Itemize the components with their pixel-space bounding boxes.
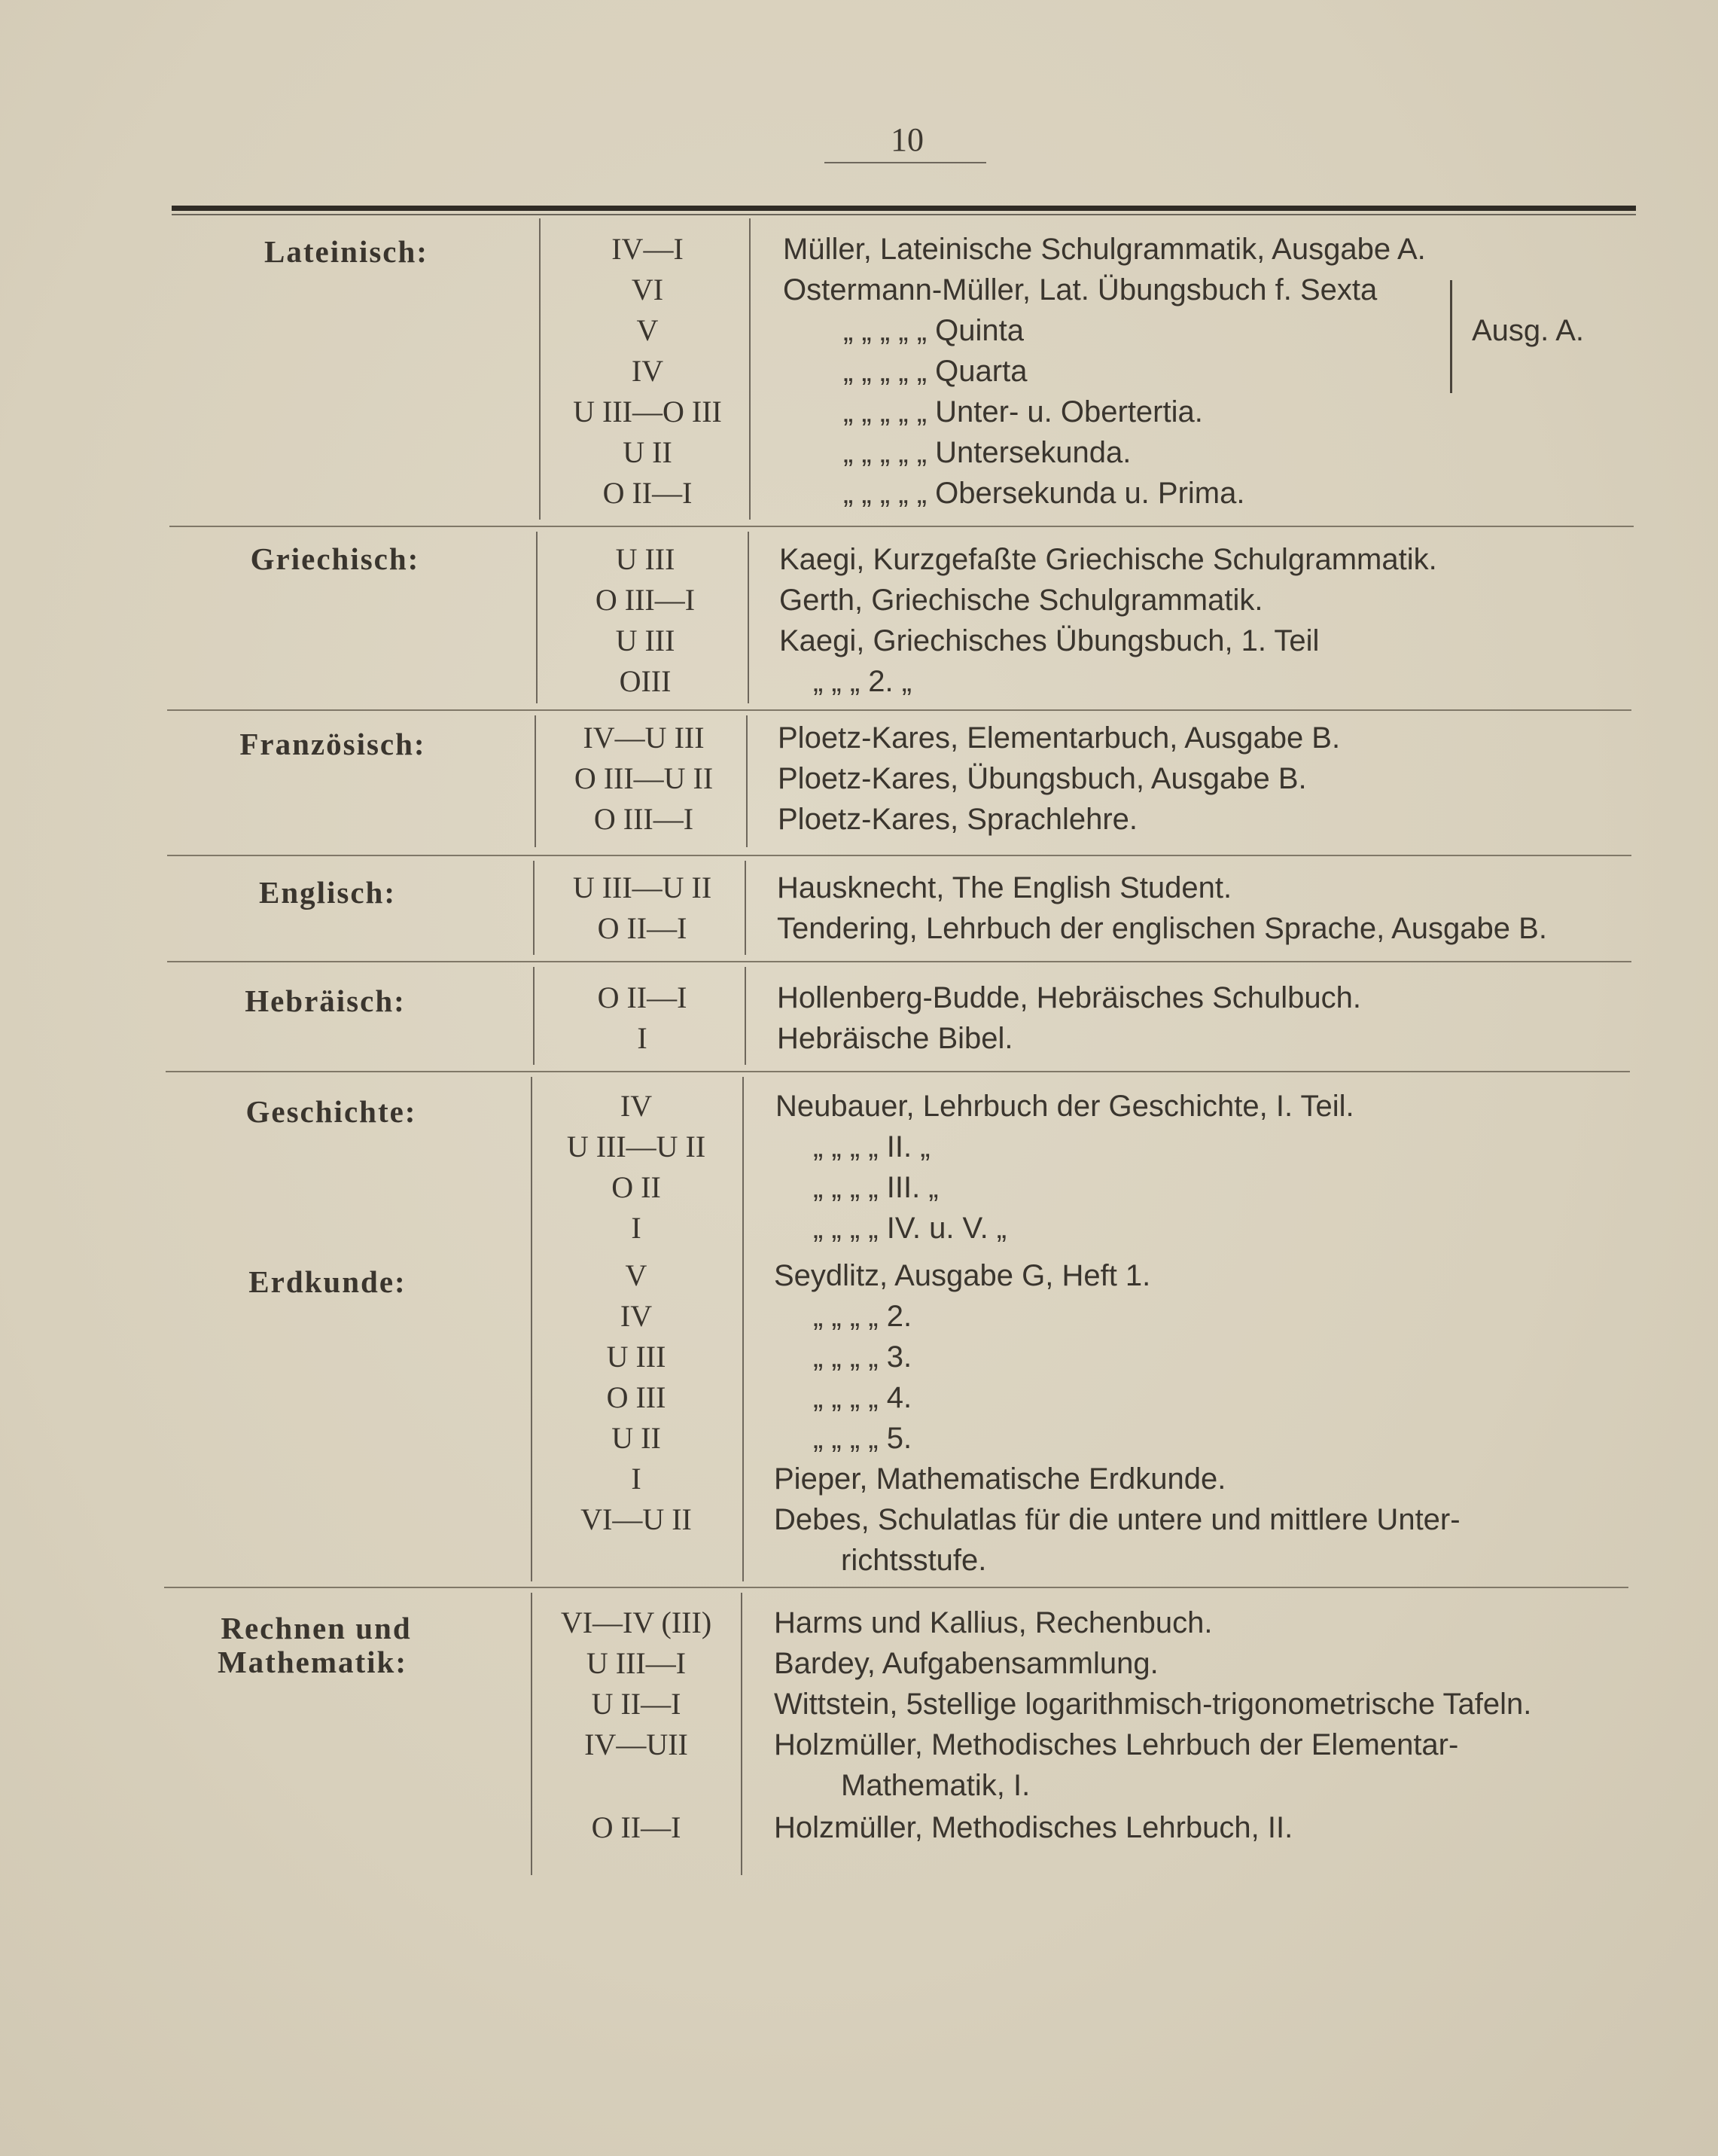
class-range: O II—I	[597, 911, 687, 945]
class-range: IV	[631, 354, 664, 388]
table-top-rule-thin	[172, 214, 1636, 215]
section-divider	[169, 526, 1634, 527]
page-number: 10	[891, 121, 924, 158]
class-range: I	[631, 1211, 641, 1245]
subject-engl: Englisch:	[258, 875, 397, 910]
class-range: U III	[606, 1340, 666, 1374]
section-divider	[164, 1587, 1628, 1588]
column-divider	[745, 967, 746, 1065]
book-entry: „ „ „ „ „ Quarta	[843, 355, 1028, 388]
subject-erdk: Erdkunde:	[248, 1264, 407, 1299]
book-entry: Seydlitz, Ausgabe G, Heft 1.	[774, 1259, 1151, 1292]
class-range: IV—UII	[584, 1728, 688, 1761]
book-entry: Debes, Schulatlas für die untere und mittlere Unter-	[774, 1503, 1461, 1536]
book-entry: Harms und Kallius, Rechenbuch.	[774, 1606, 1213, 1639]
class-range: O III—U II	[574, 761, 714, 795]
class-range: I	[637, 1021, 647, 1055]
column-divider	[533, 967, 535, 1065]
section-divider	[166, 1071, 1630, 1072]
class-range: U II—I	[591, 1687, 681, 1721]
book-entry: Hausknecht, The English Student.	[777, 871, 1232, 904]
class-range: VI—U II	[580, 1502, 692, 1536]
subject-gesch: Geschichte:	[245, 1094, 417, 1129]
book-entry: „ „ „ „ 4.	[813, 1381, 912, 1414]
subject-griech: Griechisch:	[250, 541, 420, 576]
column-divider	[742, 1077, 744, 1581]
book-entry: Tendering, Lehrbuch der englischen Sprache, Ausgabe B.	[777, 912, 1547, 945]
class-range: VI	[631, 273, 664, 306]
book-entry: „ „ „ „ IV. u. V. „	[813, 1212, 1007, 1245]
column-divider	[533, 861, 535, 955]
class-range: O III	[606, 1380, 666, 1414]
class-range: IV	[620, 1089, 653, 1123]
class-range: U III—O III	[573, 395, 722, 428]
class-range: U III	[615, 542, 675, 576]
book-entry: „ „ „ „ 3.	[813, 1340, 912, 1374]
class-range: V	[636, 313, 659, 347]
subject-math-line1: Rechnen und	[221, 1611, 412, 1645]
book-entry: Hollenberg-Budde, Hebräisches Schulbuch.	[777, 981, 1362, 1014]
column-divider	[531, 1077, 532, 1581]
class-range: U III	[615, 624, 675, 657]
book-entry: Holzmüller, Methodisches Lehrbuch der Elementar-	[774, 1728, 1459, 1761]
class-range: IV	[620, 1299, 653, 1333]
book-entry: „ „ „ „ „ Untersekunda.	[843, 436, 1132, 469]
book-entry: „ „ „ „ „ Unter- u. Obertertia.	[843, 395, 1203, 428]
column-divider	[535, 715, 536, 847]
book-entry: „ „ „ 2. „	[813, 665, 912, 698]
column-divider	[531, 1593, 532, 1875]
book-entry: Gerth, Griechische Schulgrammatik.	[779, 584, 1263, 617]
book-entry: Pieper, Mathematische Erdkunde.	[774, 1462, 1226, 1496]
class-range: IV—U III	[583, 721, 705, 755]
subject-math-line2: Mathematik:	[217, 1645, 407, 1679]
column-divider	[536, 532, 538, 703]
subject-latein: Lateinisch:	[264, 234, 428, 269]
section-divider	[167, 855, 1631, 856]
class-range: O III—I	[595, 583, 696, 617]
column-divider	[748, 532, 749, 703]
brace-note: Ausg. A.	[1472, 314, 1584, 347]
book-entry: Neubauer, Lehrbuch der Geschichte, I. Teil.	[775, 1090, 1354, 1123]
book-entry: Kaegi, Kurzgefaßte Griechische Schulgrammatik.	[779, 543, 1437, 576]
page-number-underline	[824, 162, 986, 163]
column-divider	[746, 715, 748, 847]
column-divider	[749, 218, 751, 520]
subject-franz: Französisch:	[239, 727, 426, 761]
class-range: O II—I	[597, 980, 687, 1014]
subject-hebr: Hebräisch:	[245, 983, 406, 1018]
book-entry: Holzmüller, Methodisches Lehrbuch, II.	[774, 1811, 1293, 1844]
class-range: O III—I	[593, 802, 694, 836]
brace-bracket	[1450, 280, 1452, 393]
book-entry: Bardey, Aufgabensammlung.	[774, 1647, 1159, 1680]
book-entry: Hebräische Bibel.	[777, 1022, 1013, 1055]
book-entry: Ploetz-Kares, Sprachlehre.	[778, 803, 1138, 836]
book-entry-continued: richtsstufe.	[841, 1544, 987, 1577]
section-divider	[167, 961, 1631, 962]
book-entry: Ploetz-Kares, Übungsbuch, Ausgabe B.	[778, 762, 1307, 795]
class-range: U II	[623, 435, 672, 469]
column-divider	[745, 861, 746, 955]
class-range: IV—I	[611, 232, 684, 266]
book-entry: Kaegi, Griechisches Übungsbuch, 1. Teil	[779, 624, 1320, 657]
class-range: O II—I	[602, 476, 693, 510]
table-top-rule	[172, 206, 1636, 211]
column-divider	[539, 218, 541, 520]
column-divider	[741, 1593, 742, 1875]
class-range: U III—I	[586, 1646, 687, 1680]
class-range: OIII	[619, 664, 672, 698]
book-entry: Wittstein, 5stellige logarithmisch-trigonometrische Tafeln.	[774, 1688, 1532, 1721]
book-entry: „ „ „ „ „ Obersekunda u. Prima.	[843, 477, 1245, 510]
class-range: U III—U II	[572, 871, 712, 904]
book-entry: „ „ „ „ 5.	[813, 1422, 912, 1455]
section-divider	[167, 709, 1631, 711]
class-range: U II	[611, 1421, 661, 1455]
book-entry: Ploetz-Kares, Elementarbuch, Ausgabe B.	[778, 721, 1341, 755]
book-entry-continued: Mathematik, I.	[841, 1769, 1031, 1802]
class-range: I	[631, 1462, 641, 1496]
class-range: VI—IV (III)	[560, 1606, 712, 1639]
class-range: O II—I	[591, 1810, 681, 1844]
class-range: U III—U II	[566, 1130, 706, 1163]
book-entry: Ostermann-Müller, Lat. Übungsbuch f. Sexta	[783, 273, 1378, 306]
class-range: V	[625, 1258, 647, 1292]
book-entry: „ „ „ „ 2.	[813, 1300, 912, 1333]
book-entry: „ „ „ „ „ Quinta	[843, 314, 1025, 347]
book-entry: „ „ „ „ II. „	[813, 1130, 931, 1163]
class-range: O II	[611, 1170, 661, 1204]
book-entry: „ „ „ „ III. „	[813, 1171, 939, 1204]
book-entry: Müller, Lateinische Schulgrammatik, Ausgabe A.	[783, 233, 1426, 266]
